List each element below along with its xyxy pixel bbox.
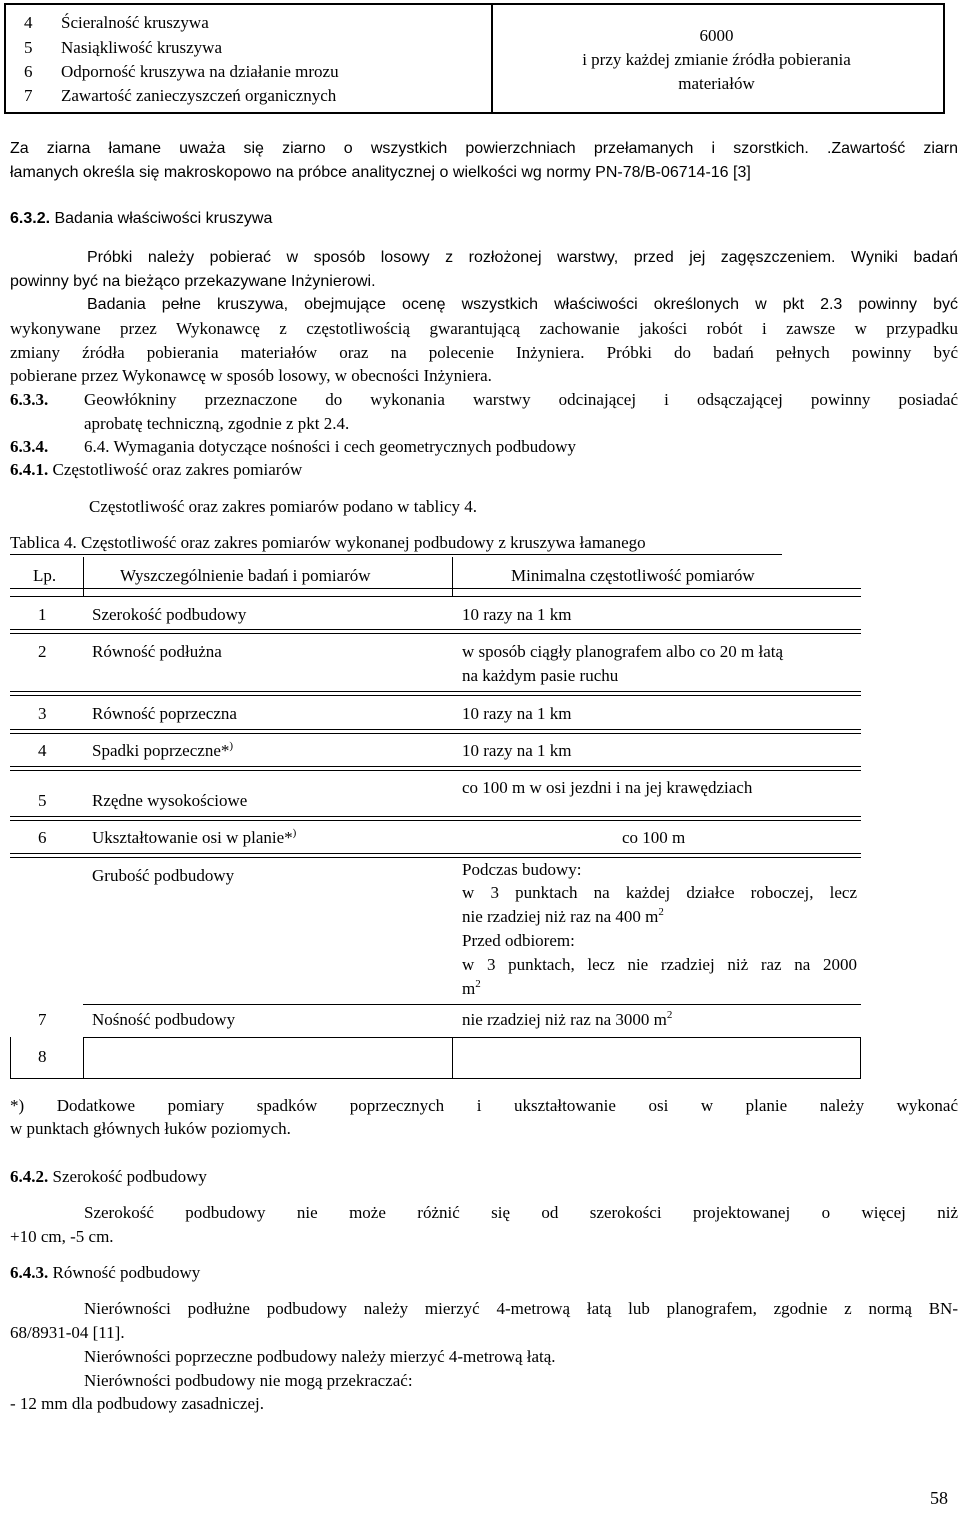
section-643-number: 6.4.3. [10,1263,49,1282]
top-row-7-name: Zawartość zanieczyszczeń organicznych [61,86,337,105]
table-row-7-lp: 7 [38,1010,47,1029]
table-row-5-lp: 5 [38,791,47,810]
table-row-2-freq1: w sposób ciągły planografem albo co 20 m łatą [462,642,784,661]
note-crushed-line1: Za ziarna łamane uważa się ziarno o wszystkich powierzchniach przełamanych i szorstkich. .Zawartość ziarn [10,140,958,157]
table4-col [452,1037,453,1079]
table-row-7a-f3 [462,905,664,928]
s643-line4: Nierówności podbudowy nie mogą przekraczać: [84,1371,413,1390]
table-row-7-freq [462,1008,672,1031]
table-row-6-name [92,826,296,849]
section-632-heading [10,207,272,230]
page-number: 58 [930,1488,948,1508]
table-row-7a-f1: Podczas budowy: [462,860,582,879]
table-row-7a-f6 [462,977,481,1000]
section-641-title: Częstotliwość oraz zakres pomiarów [52,460,303,479]
s643-line1: Nierówności podłużne podbudowy należy mierzyć 4-metrową łatą lub planografem, zgodnie z normą BN- [84,1299,958,1318]
top-row-6-lp: 6 [24,62,33,81]
table-row-3-freq: 10 razy na 1 km [462,704,572,723]
s643-line2: 68/8931-04 [11]. [10,1323,125,1342]
table-row-1-name: Szerokość podbudowy [92,605,247,624]
table4-col [10,1037,11,1079]
table-row-6-name-text: Ukształtowanie osi w planie* [92,828,293,847]
section-641-heading [10,458,302,481]
table4-col [83,557,84,597]
table4-rule [10,857,861,858]
table4-col [452,557,453,597]
caption-underline [10,554,782,555]
table4-rule [10,588,861,589]
table-row-7a-f6-text: m [462,979,476,998]
table-row-1-lp: 1 [38,605,47,624]
table4-header-lp: Lp. [33,566,57,585]
footnote-line1: *) Dodatkowe pomiary spadków poprzecznych i ukształtowanie osi w planie należy wykonać [10,1096,958,1115]
s632-p2-line4: pobierane przez Wykonawcę w sposób losowy, w obecności Inżyniera. [10,366,492,385]
table4-rule [10,629,861,630]
top-row-5-name: Nasiąkliwość kruszywa [61,38,222,57]
s632-p2-line1: Badania pełne kruszywa, obejmujące ocenę wszystkich właściwości określonych w pkt 2.3 powinny być [87,296,958,313]
table-row-7a-f5: w 3 punktach, lecz nie rzadziej niż raz na 2000 [462,955,857,974]
table4-rule [83,1004,861,1005]
table-row-7-name: Nośność podbudowy [92,1010,236,1029]
table-row-4-footnote-mark: ) [229,740,234,752]
note-crushed-line2: łamanych określa się makroskopowo na próbce analitycznej o wielkości wg normy PN-78/B-06714-16 [3] [10,164,751,181]
table4-rule [10,733,861,734]
table-row-1-freq: 10 razy na 1 km [462,605,572,624]
table4-col [860,1037,861,1079]
s641-body: Częstotliwość oraz zakres pomiarów podano w tablicy 4. [89,497,478,516]
table4-col [83,1037,84,1079]
table4-rule [10,770,861,771]
section-641-number: 6.4.1. [10,460,49,479]
top-freq-line2: i przy każdej zmianie źródła pobierania [582,50,851,69]
table4-rule [10,816,861,817]
top-row-7-lp: 7 [24,86,33,105]
table-row-6-lp: 6 [38,828,47,847]
top-freq-value: 6000 [699,26,734,45]
section-632-title: Badania właściwości kruszywa [54,210,273,227]
s632-p1-line2: powinny być na bieżąco przekazywane Inżynierowi. [10,273,376,290]
table4-rule [10,820,861,821]
table-row-7-freq-sup: 2 [666,1009,673,1021]
footnote-line2: w punktach głównych łuków poziomych. [10,1119,291,1138]
table4-rule [10,766,861,767]
table4-rule [10,633,861,634]
section-642-title: Szerokość podbudowy [52,1167,207,1186]
s643-line5: - 12 mm dla podbudowy zasadniczej. [10,1394,264,1413]
s642-line1: Szerokość podbudowy nie może różnić się od szerokości projektowanej o więcej niż [84,1203,958,1222]
table-row-7a-f2: w 3 punktach na każdej działce roboczej, lecz [462,883,857,902]
table4-rule [10,853,861,854]
table-row-7a-f4: Przed odbiorem: [462,931,575,950]
s633-line2: aprobatę techniczną, zgodnie z pkt 2.4. [84,414,350,433]
table4-rule [10,695,861,696]
table-row-7a-f6-sup: 2 [475,978,481,990]
s632-p1-line1: Próbki należy pobierać w sposób losowy z rozłożonej warstwy, przed jej zagęszczeniem. Wyniki badań [87,249,958,266]
table-row-7a-f3-text: nie rzadziej niż raz na 400 m [462,907,659,926]
table-row-2-lp: 2 [38,642,47,661]
section-643-heading [10,1261,200,1284]
table4-header-freq: Minimalna częstotliwość pomiarów [511,566,755,585]
table-row-3-name: Równość poprzeczna [92,704,237,723]
table-row-7a-f3-sup: 2 [658,906,664,918]
s643-line3: Nierówności poprzeczne podbudowy należy mierzyć 4-metrową łatą. [84,1347,556,1366]
section-634-number: 6.3.4. [10,437,49,456]
table-row-4-lp: 4 [38,741,47,760]
table-row-7a-name: Grubość podbudowy [92,866,235,885]
table-row-6-freq: co 100 m [622,828,686,847]
section-642-heading [10,1165,207,1188]
s642-line2: +10 cm, -5 cm. [10,1227,114,1246]
top-row-5-lp: 5 [24,38,33,57]
section-643-title: Równość podbudowy [52,1263,201,1282]
table4-rule [10,1078,861,1079]
table-row-2-name: Równość podłużna [92,642,222,661]
table-row-8-lp: 8 [38,1047,47,1066]
table4-rule [10,596,861,597]
table4-rule [10,691,861,692]
table-row-2-freq2: na każdym pasie ruchu [462,666,619,685]
section-634-text: 6.4. Wymagania dotyczące nośności i cech geometrycznych podbudowy [84,437,576,456]
table4-header-name: Wyszczególnienie badań i pomiarów [120,566,371,585]
table-row-6-footnote-mark: ) [292,827,297,839]
top-row-4-name: Ścieralność kruszywa [61,13,209,32]
s633-line1: Geowłókniny przeznaczone do wykonania warstwy odcinającej i odsączającej powinny posiadać [84,390,958,409]
table4-rule [10,729,861,730]
s632-p2-line3: zmiany źródła pobierania materiałów oraz na polecenie Inżyniera. Próbki do badań pełnych powinny być [10,343,958,362]
table-row-5-freq: co 100 m w osi jezdni i na jej krawędziach [462,778,753,797]
table-row-4-name [92,739,233,762]
table4-caption: Tablica 4. Częstotliwość oraz zakres pomiarów wykonanej podbudowy z kruszywa łamanego [10,533,646,552]
top-row-4-lp: 4 [24,13,33,32]
top-freq-line3: materiałów [678,74,755,93]
table-row-4-name-text: Spadki poprzeczne* [92,741,230,760]
table-row-5-name: Rzędne wysokościowe [92,791,248,810]
section-633-number: 6.3.3. [10,390,49,409]
section-632-number: 6.3.2. [10,210,51,227]
top-row-6-name: Odporność kruszywa na działanie mrozu [61,62,339,81]
section-642-number: 6.4.2. [10,1167,49,1186]
table-row-4-freq: 10 razy na 1 km [462,741,572,760]
table-row-3-lp: 3 [38,704,47,723]
table-row-7-freq-text: nie rzadziej niż raz na 3000 m [462,1010,667,1029]
s632-p2-line2: wykonywane przez Wykonawcę z częstotliwością gwarantującą zachowanie jakości robót i zawsze w przypadku [10,319,958,338]
table4-rule [83,1037,861,1038]
